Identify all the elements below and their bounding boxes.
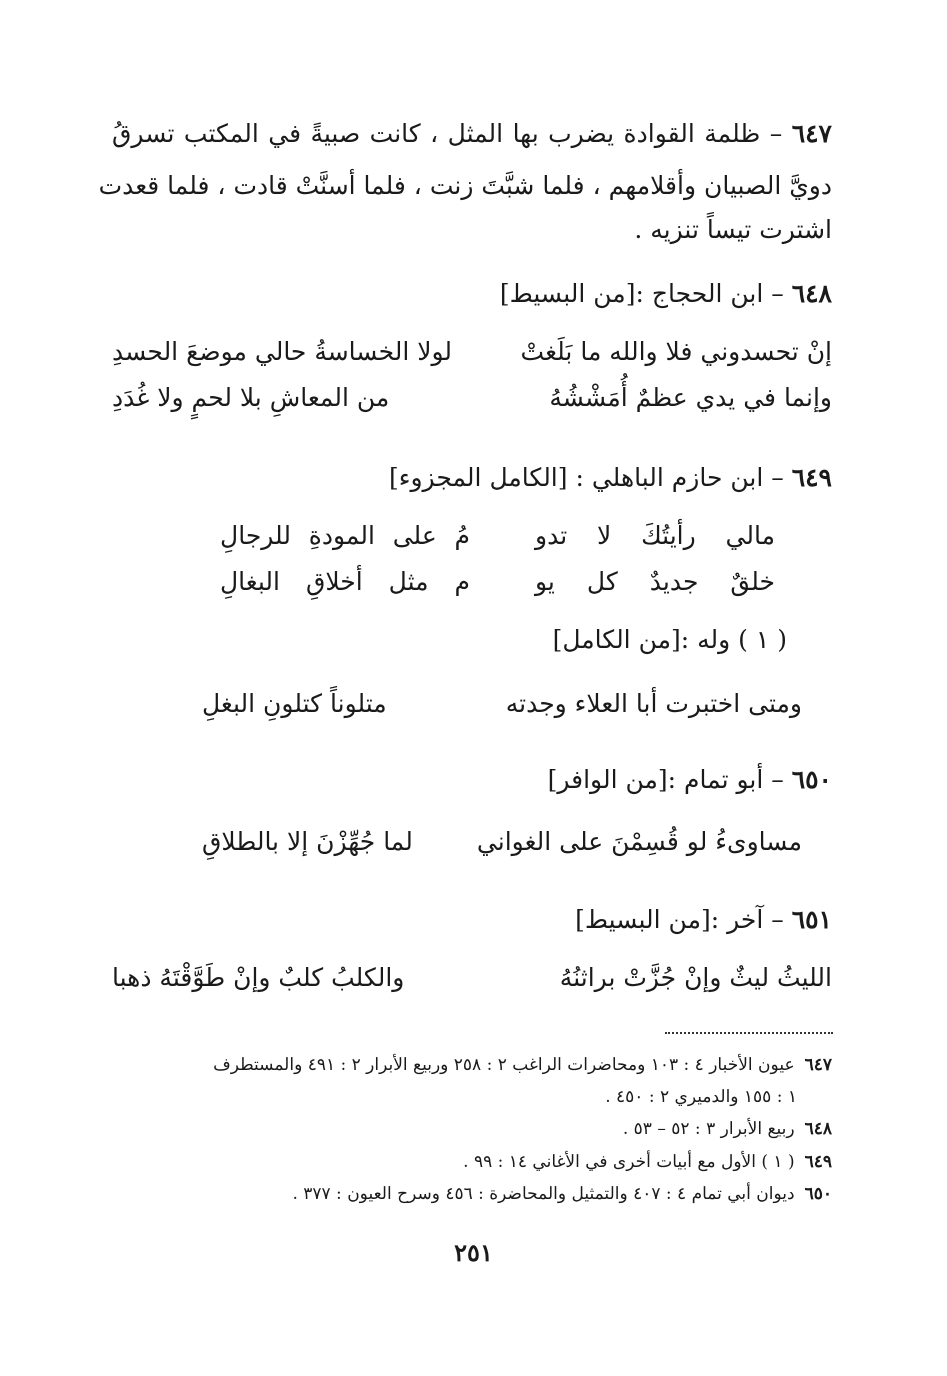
entry-651-heading	[575, 904, 832, 936]
entry-heading-text: – ابن الحجاج :[من البسيط]	[499, 279, 784, 308]
word: م	[454, 567, 470, 596]
footnote-number: ٦٥٠	[804, 1184, 832, 1204]
entry-text: – ظلمة القوادة يضرب بها المثل ، كانت صبيةً في المكتب تسرقُ	[112, 119, 783, 148]
footnote-number: ٦٤٩	[804, 1152, 832, 1172]
hemistich-second: والكلبُ كلبٌ وإنْ طَوَّقْتَهُ ذهبا	[112, 963, 405, 992]
entry-number: ٦٥١	[791, 905, 832, 934]
entry-number: ٦٥٠	[791, 765, 832, 794]
hemistich-first: وإنما في يدي عظمٌ أُمَشْشُهُ	[549, 383, 832, 412]
footnote-text: ( ١ ) الأول مع أبيات أخرى في الأغاني ١٤ : ٩٩ .	[463, 1152, 795, 1172]
entry-heading-text: – ابن حازم الباهلي : [الكامل المجزوء]	[388, 463, 784, 492]
entry-647-line-2: دويَّ الصبيان وأقلامهم ، فلما شبَّتَ زنت ، فلما أسنَّتْ قادت ، فلما قعدت	[98, 171, 832, 200]
word: لا	[597, 521, 612, 550]
footnote-text: ديوان أبي تمام ٤ : ٤٠٧ والتمثيل والمحاضرة : ٤٥٦ وسرح العيون : ٣٧٧ .	[292, 1184, 795, 1204]
hemistich-second	[220, 520, 470, 552]
footnote-number: ٦٤٨	[804, 1119, 832, 1139]
entry-heading-text: – أبو تمام :[من الوافر]	[547, 765, 784, 794]
footnote-separator	[665, 1032, 833, 1034]
footnote-text: ١ : ١٥٥ والدميري ٢ : ٤٥٠ .	[605, 1087, 797, 1107]
entry-650-heading	[548, 764, 832, 796]
footnote-647-continued	[605, 1085, 797, 1109]
hemistich-first: مساوىءُ لو قُسِمْنَ على الغواني	[476, 827, 802, 856]
entry-648-heading	[500, 278, 832, 310]
word: مثل	[388, 567, 429, 596]
footnote-number: ٦٤٧	[804, 1055, 832, 1075]
word: مُ	[454, 521, 470, 550]
verse-650-1	[202, 826, 802, 858]
word: البغالِ	[220, 567, 280, 596]
word: المودةِ	[308, 521, 375, 550]
verse-649-3	[202, 688, 802, 720]
hemistich-second: لما جُهِّزْنَ إلا بالطلاقِ	[202, 827, 413, 856]
hemistich-first	[535, 520, 775, 552]
hemistich-first: إنْ تحسدوني فلا والله ما بَلَغتْ	[520, 337, 832, 366]
footnote-text: ربيع الأبرار ٣ : ٥٢ – ٥٣ .	[622, 1119, 795, 1139]
footnote-647	[112, 1053, 832, 1077]
hemistich-second: لولا الخساسةُ حالي موضعَ الحسدِ	[112, 337, 453, 366]
hemistich-first	[535, 566, 775, 598]
footnote-649	[463, 1150, 832, 1174]
word: جديدٌ	[649, 567, 699, 596]
word: على	[392, 521, 437, 550]
word: مالي	[725, 521, 775, 550]
word: أخلاقِ	[305, 567, 363, 596]
verse-648-1	[112, 336, 832, 368]
verse-648-2	[112, 382, 832, 414]
word: يو	[535, 567, 555, 596]
word: تدو	[535, 521, 568, 550]
verse-649-2	[220, 566, 775, 598]
word: رأيتُكَ	[641, 521, 696, 550]
entry-647-line-1	[112, 118, 832, 150]
entry-heading-text: – آخر :[من البسيط]	[575, 905, 784, 934]
verse-651-1	[112, 962, 832, 994]
footnote-648	[623, 1117, 832, 1141]
entry-number: ٦٤٧	[791, 119, 832, 148]
hemistich-second	[220, 566, 470, 598]
hemistich-first: ومتى اختبرت أبا العلاء وجدته	[505, 689, 802, 718]
word: للرجالِ	[220, 521, 291, 550]
page-number: ٢٥١	[454, 1238, 493, 1267]
word: كل	[586, 567, 618, 596]
entry-649-heading	[389, 462, 832, 494]
verse-649-1	[220, 520, 775, 552]
footnote-text: عيون الأخبار ٤ : ١٠٣ ومحاضرات الراغب ٢ : ٢٥٨ وربيع الأبرار ٢ : ٤٩١ والمستطرف	[213, 1055, 795, 1075]
hemistich-first: الليثُ ليثٌ وإنْ جُزَّتْ براثنُهُ	[559, 963, 832, 992]
entry-649-sub-heading: ( ١ ) وله :[من الكامل]	[552, 625, 787, 654]
hemistich-second: من المعاشِ بلا لحمٍ ولا غُدَدِ	[112, 383, 390, 412]
hemistich-second: متلوناً كتلونِ البغلِ	[202, 689, 387, 718]
entry-number: ٦٤٨	[791, 279, 832, 308]
word: خلقٌ	[730, 567, 775, 596]
entry-number: ٦٤٩	[791, 463, 832, 492]
entry-647-line-3: اشترت تيساً تنزيه .	[634, 215, 832, 244]
footnote-650	[292, 1182, 832, 1206]
